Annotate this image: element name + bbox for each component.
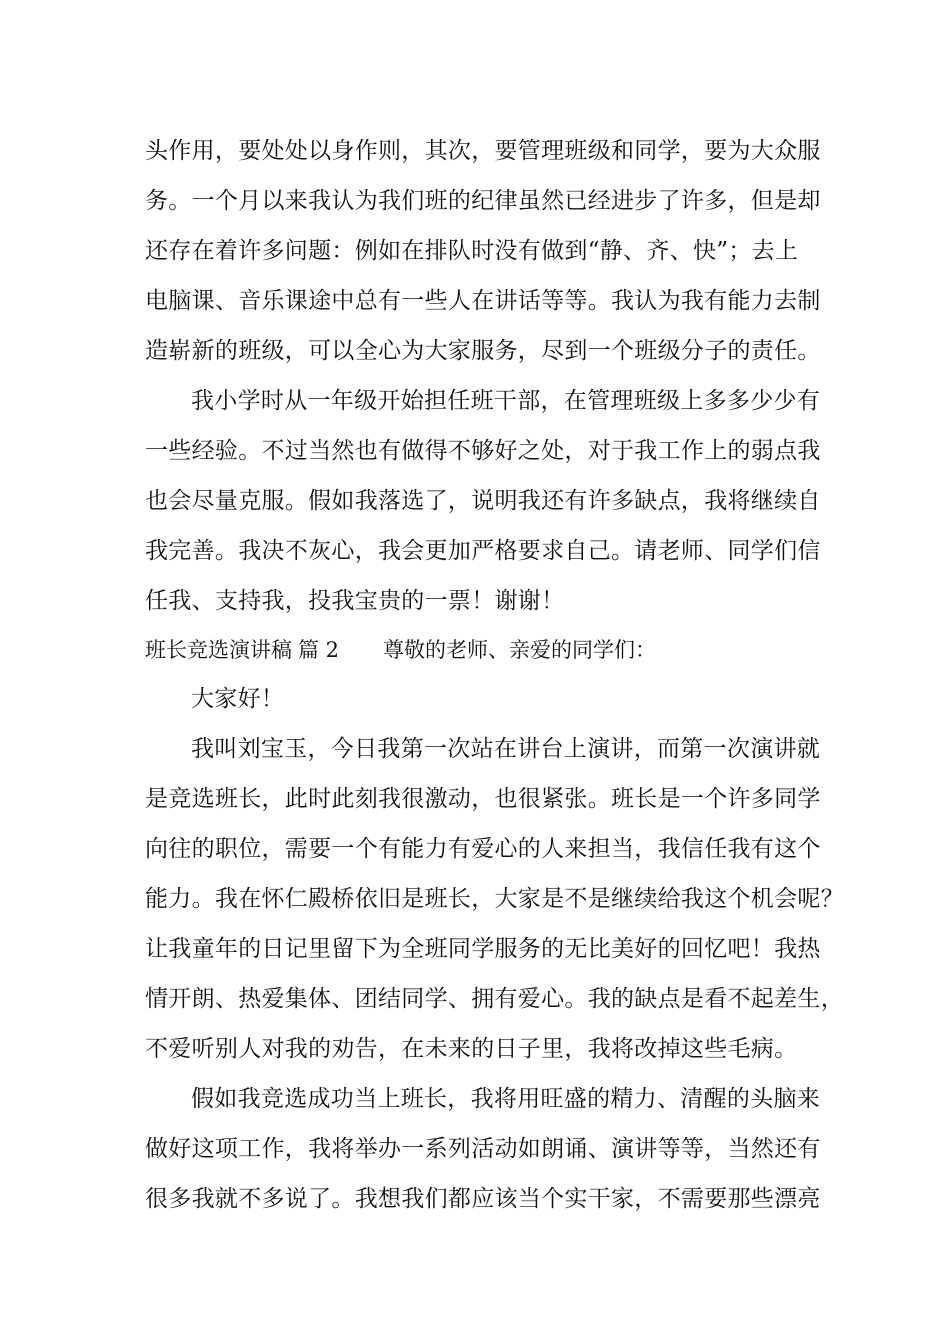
paragraph-2-line-2: 一些经验。不过当然也有做得不够好之处，对于我工作上的弱点我 bbox=[145, 438, 821, 464]
paragraph-3-line-5: 让我童年的日记里留下为全班同学服务的无比美好的回忆吧！我热 bbox=[145, 936, 821, 962]
heading-number: 篇 2 bbox=[298, 638, 340, 662]
paragraph-3-line-1: 我叫刘宝玉，今日我第一次站在讲台上演讲，而第一次演讲就 bbox=[191, 736, 821, 762]
paragraph-4-line-3: 很多我就不多说了。我想我们都应该当个实干家，不需要那些漂亮 bbox=[145, 1186, 821, 1212]
heading-salutation: 尊敬的老师、亲爱的同学们： bbox=[383, 638, 657, 662]
paragraph-1-line-3: 还存在着许多问题：例如在排队时没有做到“静、齐、快”；去上 bbox=[145, 238, 799, 264]
paragraph-1-line-4: 电脑课、音乐课途中总有一些人在讲话等等。我认为我有能力去制 bbox=[145, 288, 821, 314]
paragraph-3-line-6: 情开朗、热爱集体、团结同学、拥有爱心。我的缺点是看不起差生， bbox=[145, 986, 844, 1012]
paragraph-4-line-2: 做好这项工作，我将举办一系列活动如朗诵、演讲等等，当然还有 bbox=[145, 1136, 821, 1162]
paragraph-3-line-7: 不爱听别人对我的劝告，在未来的日子里，我将改掉这些毛病。 bbox=[145, 1036, 798, 1062]
paragraph-2-line-4: 我完善。我决不灰心，我会更加严格要求自己。请老师、同学们信 bbox=[145, 538, 821, 564]
paragraph-1-line-2: 务。一个月以来我认为我们班的纪律虽然已经进步了许多，但是却 bbox=[145, 188, 821, 214]
heading-title: 班长竞选演讲稿 bbox=[145, 638, 292, 662]
greeting-line: 大家好！ bbox=[191, 686, 285, 712]
paragraph-3-line-3: 向往的职位，需要一个有能力有爱心的人来担当，我信任我有这个 bbox=[145, 836, 821, 862]
paragraph-2-line-5: 任我、支持我，投我宝贵的一票！谢谢！ bbox=[145, 588, 565, 614]
paragraph-1-line-1: 头作用，要处处以身作则，其次，要管理班级和同学，要为大众服 bbox=[145, 138, 821, 164]
paragraph-4-line-1: 假如我竞选成功当上班长，我将用旺盛的精力、清醒的头脑来 bbox=[191, 1086, 821, 1112]
paragraph-3-line-2: 是竞选班长，此时此刻我很激动，也很紧张。班长是一个许多同学 bbox=[145, 786, 821, 812]
paragraph-2-line-1: 我小学时从一年级开始担任班干部，在管理班级上多多少少有 bbox=[191, 388, 821, 414]
paragraph-1-line-5: 造崭新的班级，可以全心为大家服务，尽到一个班级分子的责任。 bbox=[145, 338, 821, 364]
paragraph-3-line-4: 能力。我在怀仁殿桥依旧是班长，大家是不是继续给我这个机会呢？ bbox=[145, 886, 844, 912]
paragraph-2-line-3: 也会尽量克服。假如我落选了，说明我还有许多缺点，我将继续自 bbox=[145, 488, 821, 514]
section-heading bbox=[145, 636, 656, 664]
